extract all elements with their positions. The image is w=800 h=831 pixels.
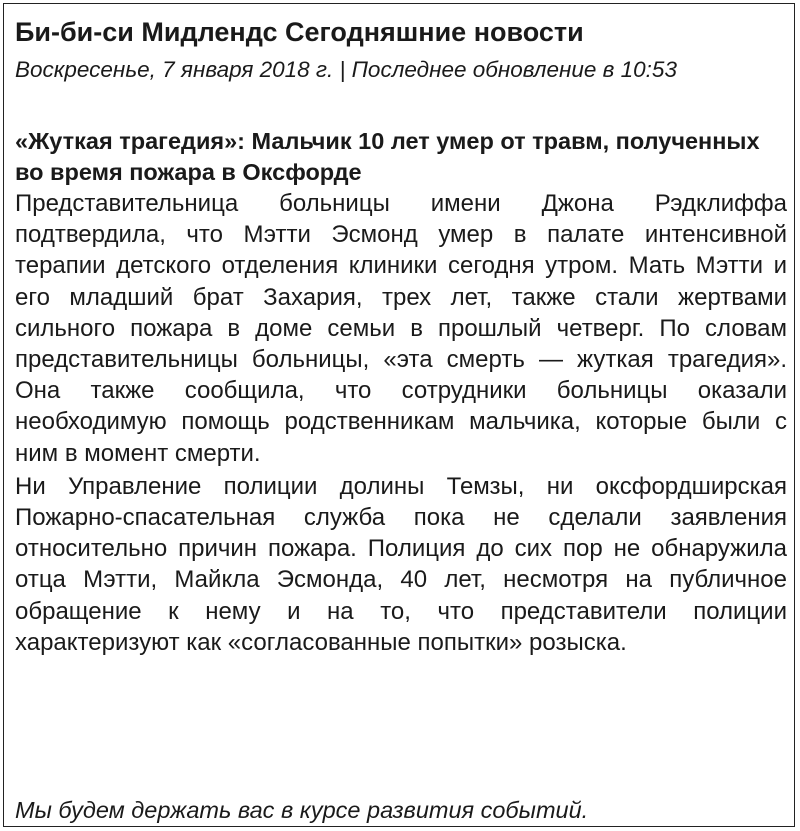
dateline: Воскресенье, 7 января 2018 г. | Последнее обновление в 10:53 — [15, 57, 677, 82]
article-paragraph-1: Представительница больницы имени Джона Рэдклиффа подтвердила, что Мэтти Эсмонд умер в палате интенсивной терапии детского отделения клиники сегодня утром. Мать Мэтти и его младший брат Захария, трех лет, также стали жертвами сильного пожара в доме семьи в прошлый четверг. По словам представительницы больницы, «эта смерть — жуткая трагедия». Она также сообщила, что сотрудники больницы оказали необходимую помощь родственникам мальчика, которые были с ним в момент смерти. — [15, 190, 787, 467]
article-content — [15, 12, 787, 658]
article-headline: «Жуткая трагедия»: Мальчик 10 лет умер от травм, полученных во время пожара в Оксфорде — [15, 128, 760, 185]
news-article-frame — [3, 3, 795, 827]
masthead-title: Би-би-си Мидлендс Сегодняшние новости — [15, 17, 584, 47]
closing-note: Мы будем держать вас в курсе развития событий. — [15, 797, 589, 823]
article-paragraph-2: Ни Управление полиции долины Темзы, ни оксфордширская Пожарно-спасательная служба пока не сделали заявления относительно причин пожара. Полиция до сих пор не обнаружила отца Мэтти, Майкла Эсмонда, 40 лет, несмотря на публичное обращение к нему и на то, что представители полиции характеризуют как «согласованные попытки» розыска. — [15, 472, 787, 656]
